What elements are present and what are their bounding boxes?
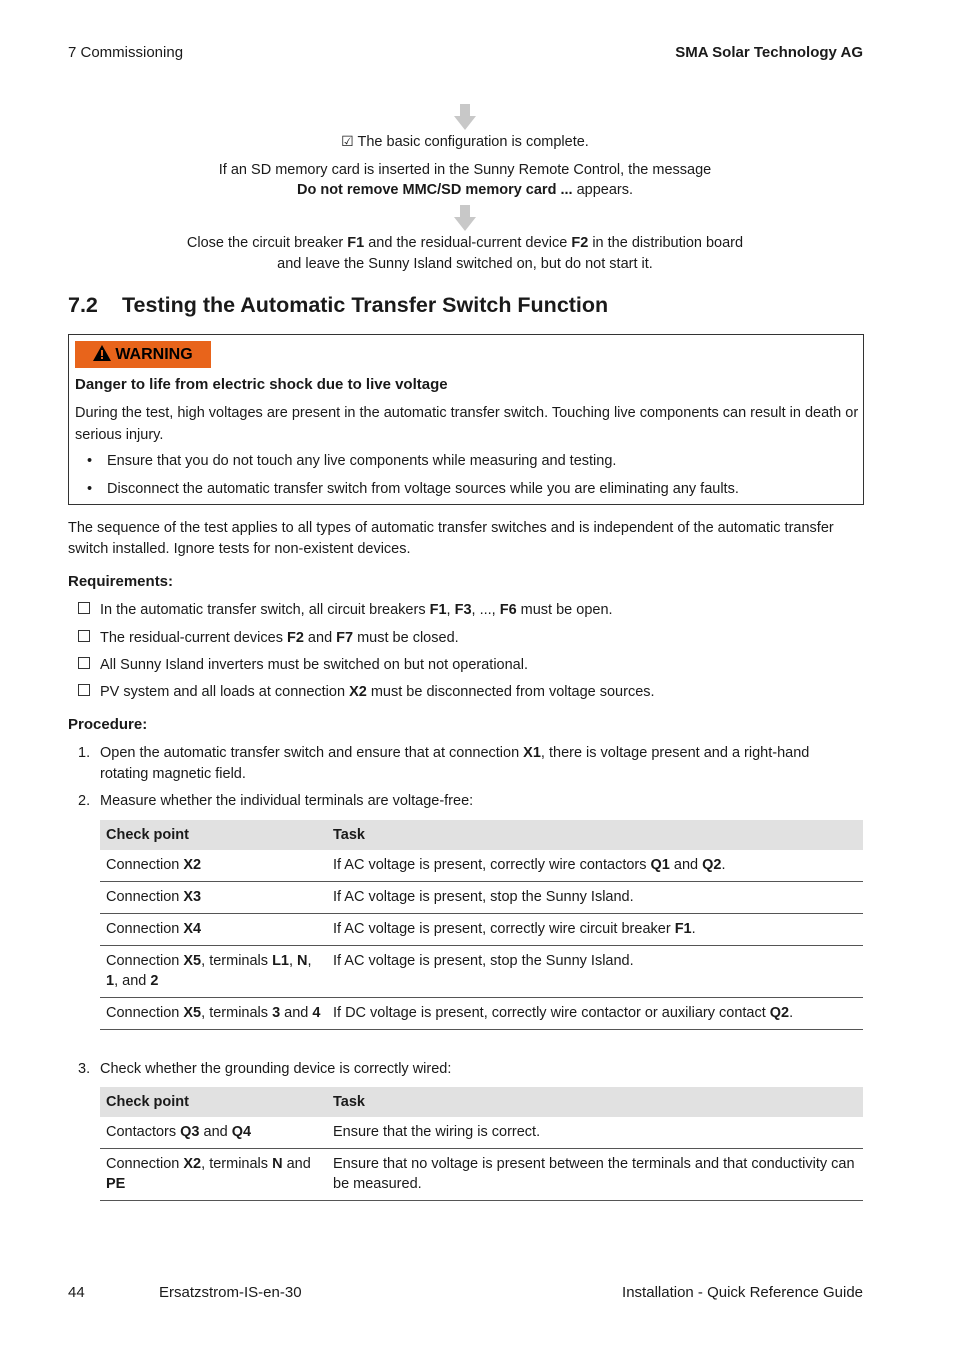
table-row [100, 946, 863, 998]
check-point-text: Connection [106, 1005, 184, 1021]
requirement-bold: F1 [429, 602, 447, 618]
warning-bullet: • Disconnect the automatic transfer switch from voltage sources while you are eliminating any faults. [87, 481, 739, 497]
config-complete-line [0, 132, 930, 152]
table-header-row [100, 820, 863, 850]
task-text: Ensure that no voltage is present between the terminals and that conductivity can be measured. [333, 1156, 855, 1192]
close-breaker-line-2: and leave the Sunny Island switched on, but do not start it. [277, 256, 653, 272]
procedure-step [78, 791, 858, 812]
section-number: 7.2 [68, 293, 98, 317]
table-row [100, 850, 863, 882]
warning-label-text: WARNING [115, 346, 193, 363]
check-point-cell [100, 882, 327, 914]
check-point-cell [100, 850, 327, 882]
check-point-text: , terminals [201, 1005, 273, 1021]
check-point-text: and [280, 1005, 313, 1021]
page-number: 44 [68, 1284, 85, 1301]
table-row [100, 882, 863, 914]
section-heading [68, 293, 608, 318]
task-text: . [789, 1005, 794, 1021]
check-point-text: and [282, 1156, 311, 1172]
procedure-step [78, 743, 858, 782]
company-header: SMA Solar Technology AG [675, 44, 863, 61]
task-text: Ensure that the wiring is correct. [333, 1124, 541, 1140]
warning-text: During the test, high voltages are present in the automatic transfer switch. Touching live components can result in death or serious injury. [75, 405, 859, 443]
requirement-text: must be open. [516, 602, 613, 618]
column-header: Check point [100, 820, 327, 850]
warning-bullet: • Ensure that you do not touch any live components while measuring and testing. [87, 453, 617, 469]
check-point-bold: L1 [272, 953, 289, 969]
requirement-bold: X2 [349, 684, 367, 700]
requirement-item [78, 600, 613, 620]
check-point-cell [100, 998, 327, 1030]
check-point-text: , [288, 953, 298, 969]
config-complete-text: The basic configuration is complete. [357, 134, 589, 150]
task-text: If DC voltage is present, correctly wire contactor or auxiliary contact [333, 1005, 770, 1021]
check-point-bold: X4 [183, 921, 202, 937]
requirement-bold: F6 [499, 602, 517, 618]
procedure-heading: Procedure: [68, 716, 148, 733]
down-arrow-icon [454, 104, 476, 130]
step-text [100, 791, 850, 812]
check-point-cell [100, 1117, 327, 1149]
document-id: Ersatzstrom-IS-en-30 [159, 1284, 302, 1301]
close-text-c: in the distribution board [588, 235, 744, 251]
requirement-item [78, 682, 655, 702]
requirement-text: must be closed. [353, 630, 459, 646]
warning-label [75, 341, 211, 368]
requirement-text: The residual-current devices [100, 630, 287, 646]
section-title: Testing the Automatic Transfer Switch Function [122, 293, 609, 317]
check-point-text: Connection [106, 953, 184, 969]
intro-paragraph: The sequence of the test applies to all types of automatic transfer switches and is independent of the automatic transfer switch installed. Ignore tests for non-existent devices. [68, 520, 834, 557]
check-point-bold: PE [106, 1176, 126, 1192]
requirement-bold: F2 [286, 630, 304, 646]
step-text: Open the automatic transfer switch and ensure that at connection [100, 745, 524, 761]
task-text: . [691, 921, 696, 937]
check-point-bold: 4 [312, 1005, 321, 1021]
check-point-cell [100, 946, 327, 998]
requirement-item [78, 628, 459, 648]
sd-card-line-2 [0, 180, 930, 200]
step-number: 3. [78, 1061, 91, 1077]
requirements-heading: Requirements: [68, 573, 174, 590]
check-point-bold: 1 [106, 973, 115, 989]
table-row [100, 914, 863, 946]
task-cell [327, 914, 863, 946]
requirement-text: In the automatic transfer switch, all circuit breakers [100, 602, 430, 618]
check-table-grounding [100, 1087, 863, 1201]
check-point-bold: Q4 [231, 1124, 252, 1140]
checkbox-empty-icon [78, 657, 90, 669]
check-point-bold: N [297, 953, 308, 969]
requirement-item [78, 655, 528, 675]
checkbox-empty-icon [78, 630, 90, 642]
requirement-text: , [446, 602, 455, 618]
task-bold: Q2 [769, 1005, 790, 1021]
task-cell [327, 1149, 863, 1201]
requirement-text: All Sunny Island inverters must be switched on but not operational. [100, 657, 528, 673]
task-text: If AC voltage is present, stop the Sunny Island. [333, 889, 634, 905]
check-point-text: Contactors [106, 1124, 181, 1140]
requirement-bold: F7 [336, 630, 354, 646]
check-point-bold: 3 [272, 1005, 281, 1021]
close-text-b: and the residual-current device [364, 235, 572, 251]
check-point-cell [100, 914, 327, 946]
check-point-text: Connection [106, 889, 184, 905]
step-text [100, 743, 850, 785]
check-point-bold: X5 [183, 953, 202, 969]
check-table-terminals [100, 820, 863, 1030]
warning-title: Danger to life from electric shock due to live voltage [75, 376, 448, 393]
task-text: and [669, 857, 703, 873]
task-cell [327, 882, 863, 914]
step-bold: X1 [523, 745, 541, 761]
table-header-row [100, 1087, 863, 1117]
check-point-bold: N [272, 1156, 283, 1172]
check-point-bold: X5 [183, 1005, 202, 1021]
requirement-text: , ..., [471, 602, 500, 618]
check-point-text: Connection [106, 1156, 184, 1172]
close-f2: F2 [571, 235, 589, 251]
close-breaker-line-1 [0, 233, 930, 253]
down-arrow-icon [454, 205, 476, 231]
checkbox-empty-icon [78, 602, 90, 614]
warning-bullet-text: Disconnect the automatic transfer switch from voltage sources while you are eliminating any faults. [107, 481, 739, 497]
sd-card-tail: appears. [572, 182, 634, 198]
column-header: Task [327, 820, 863, 850]
guide-title: Installation - Quick Reference Guide [622, 1284, 863, 1301]
task-text: If AC voltage is present, correctly wire circuit breaker [333, 921, 675, 937]
check-point-bold: Q3 [180, 1124, 200, 1140]
task-cell [327, 998, 863, 1030]
warning-box [68, 334, 864, 505]
check-point-text: , terminals [201, 1156, 273, 1172]
requirement-text: and [303, 630, 337, 646]
task-cell [327, 946, 863, 998]
sd-card-line-1: If an SD memory card is inserted in the Sunny Remote Control, the message [218, 162, 712, 178]
step-text [100, 1059, 850, 1080]
column-header: Check point [100, 1087, 327, 1117]
check-point-text: , [307, 953, 312, 969]
check-point-bold: X2 [183, 1156, 202, 1172]
step-text: Measure whether the individual terminals are voltage-free: [100, 793, 474, 809]
procedure-step [78, 1059, 858, 1080]
task-cell [327, 850, 863, 882]
task-bold: F1 [674, 921, 692, 937]
check-point-text: , and [114, 973, 151, 989]
table-row [100, 1149, 863, 1201]
check-point-text: and [199, 1124, 232, 1140]
requirement-text: PV system and all loads at connection [100, 684, 350, 700]
table-row [100, 998, 863, 1030]
check-point-text: Connection [106, 857, 184, 873]
check-point-text: , terminals [201, 953, 273, 969]
chapter-header: 7 Commissioning [68, 44, 184, 61]
column-header: Task [327, 1087, 863, 1117]
check-point-text: Connection [106, 921, 184, 937]
checkbox-checked-icon: ☑ [341, 134, 354, 150]
close-f1: F1 [347, 235, 365, 251]
step-number: 2. [78, 793, 91, 809]
requirement-bold: F3 [454, 602, 472, 618]
check-point-bold: X3 [183, 889, 202, 905]
check-point-cell [100, 1149, 327, 1201]
task-text: If AC voltage is present, stop the Sunny Island. [333, 953, 634, 969]
task-bold: Q2 [702, 857, 722, 873]
task-cell [327, 1117, 863, 1149]
task-bold: Q1 [650, 857, 670, 873]
requirement-text: must be disconnected from voltage sources. [366, 684, 655, 700]
warning-bullet-text: Ensure that you do not touch any live components while measuring and testing. [107, 453, 617, 469]
step-number: 1. [78, 745, 91, 761]
sd-card-message: Do not remove MMC/SD memory card ... [296, 182, 573, 198]
check-point-bold: 2 [150, 973, 159, 989]
table-row [100, 1117, 863, 1149]
step-text: Check whether the grounding device is correctly wired: [100, 1061, 452, 1077]
task-text: . [721, 857, 726, 873]
close-text-a: Close the circuit breaker [186, 235, 348, 251]
warning-triangle-icon [93, 345, 111, 361]
check-point-bold: X2 [183, 857, 202, 873]
checkbox-empty-icon [78, 684, 90, 696]
step-text: , there is voltage present and a right-hand rotating magnetic field. [100, 745, 810, 782]
task-text: If AC voltage is present, correctly wire contactors [333, 857, 651, 873]
